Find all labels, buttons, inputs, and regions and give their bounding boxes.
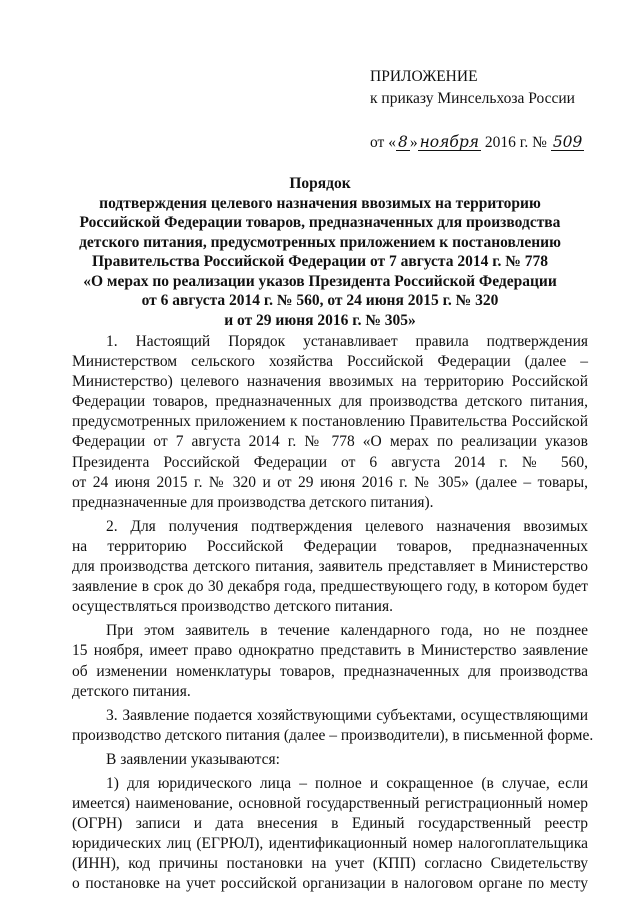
text-line: заявление в срок до 30 декабря года, предшествующего году, в котором будет bbox=[72, 578, 588, 596]
paragraph-4 bbox=[72, 706, 594, 746]
text-line: юридических лиц (ЕГРЮЛ), идентификационный номер налогоплательщика bbox=[72, 835, 588, 853]
document-title bbox=[60, 174, 580, 330]
paragraph-3 bbox=[72, 621, 588, 701]
text-line: 1. Настоящий Порядок устанавливает правила подтверждения bbox=[106, 333, 588, 350]
text-line: (ИНН), код причины постановки на учет (КПП) согласно Свидетельству bbox=[72, 855, 588, 873]
document-body bbox=[72, 332, 594, 895]
text-line: Федерации товаров, предназначенных для производства детского питания, bbox=[72, 393, 588, 411]
text-line: осуществляться производство детского питания. bbox=[72, 598, 393, 616]
text-line: предусмотренных приложением к постановлению Правительства Российской bbox=[72, 413, 588, 431]
date-prefix: от « bbox=[370, 134, 396, 151]
text-line: Президента Российской Федерации от 6 августа 2014 г. № 560, bbox=[72, 453, 588, 471]
paragraph-5 bbox=[72, 750, 588, 770]
text-line: предназначенные для производства детского питания). bbox=[72, 493, 434, 511]
text-line: 15 ноября, имеет право однократно представить в Министерство заявление bbox=[72, 642, 588, 660]
text-line: на территорию Российской Федерации товаров, предназначенных bbox=[72, 537, 588, 555]
handwritten-month: ноября bbox=[419, 133, 480, 151]
title-line: Российской Федерации товаров, предназначенных для производства bbox=[79, 214, 561, 231]
title-line: Правительства Российской Федерации от 7 августа 2014 г. № 778 bbox=[92, 253, 548, 270]
text-line: При этом заявитель в течение календарного года, но не позднее bbox=[106, 622, 588, 640]
text-line: В заявлении указываются: bbox=[106, 750, 280, 768]
year-text: 2016 г. № bbox=[484, 134, 547, 151]
text-line: Федерации от 7 августа 2014 г. № 778 «О мерах по реализации указов bbox=[72, 433, 588, 451]
title-line: и от 29 июня 2016 г. № 305» bbox=[224, 311, 416, 329]
text-line: об изменении номенклатуры товаров, предназначенных для производства bbox=[72, 662, 588, 680]
paragraph-6 bbox=[72, 774, 588, 895]
handwritten-day: 8 bbox=[397, 133, 408, 151]
title-line: «О мерах по реализации указов Президента Российской Федерации bbox=[83, 272, 557, 290]
text-line: для производства детского питания, заявитель представляет в Министерство bbox=[72, 558, 588, 576]
order-date-line bbox=[370, 132, 584, 154]
text-line: детского питания. bbox=[72, 682, 191, 700]
text-line: (ОГРН) записи и дата внесения в Единый государственный реестр bbox=[72, 815, 588, 833]
paragraph-2 bbox=[72, 517, 588, 617]
title-line: от 6 августа 2014 г. № 560, от 24 июня 2015 г. № 320 bbox=[141, 292, 499, 309]
appendix-subtitle: к приказу Минсельхоза России bbox=[370, 90, 575, 107]
handwritten-number: 509 bbox=[552, 133, 583, 151]
text-line: производство детского питания (далее – производители), в письменной форме. bbox=[72, 726, 594, 744]
text-line: 2. Для получения подтверждения целевого назначения ввозимых bbox=[106, 517, 588, 535]
appendix-header bbox=[370, 66, 584, 154]
text-line: 1) для юридического лица – полное и сокращенное (в случае, если bbox=[106, 774, 588, 792]
paragraph-1 bbox=[72, 332, 588, 513]
title-line: Порядок bbox=[289, 175, 351, 192]
title-line: подтверждения целевого назначения ввозимых на территорию bbox=[99, 194, 541, 212]
date-mid: » bbox=[409, 134, 418, 151]
text-line: о постановке на учет российской организации в налоговом органе по месту bbox=[72, 875, 588, 893]
text-line: 3. Заявление подается хозяйствующими субъектами, осуществляющими bbox=[106, 706, 588, 724]
text-line: Министерством сельского хозяйства Российской Федерации (далее – bbox=[72, 353, 588, 371]
title-line: детского питания, предусмотренных приложением к постановлению bbox=[79, 233, 561, 251]
appendix-title: ПРИЛОЖЕНИЕ bbox=[370, 68, 478, 85]
text-line: от 24 июня 2015 г. № 320 и от 29 июня 2016 г. № 305» (далее – товары, bbox=[72, 473, 588, 491]
text-line: Министерство) целевого назначения ввозимых на территорию Российской bbox=[72, 373, 588, 391]
text-line: имеется) наименование, основной государственный регистрационный номер bbox=[72, 795, 588, 813]
